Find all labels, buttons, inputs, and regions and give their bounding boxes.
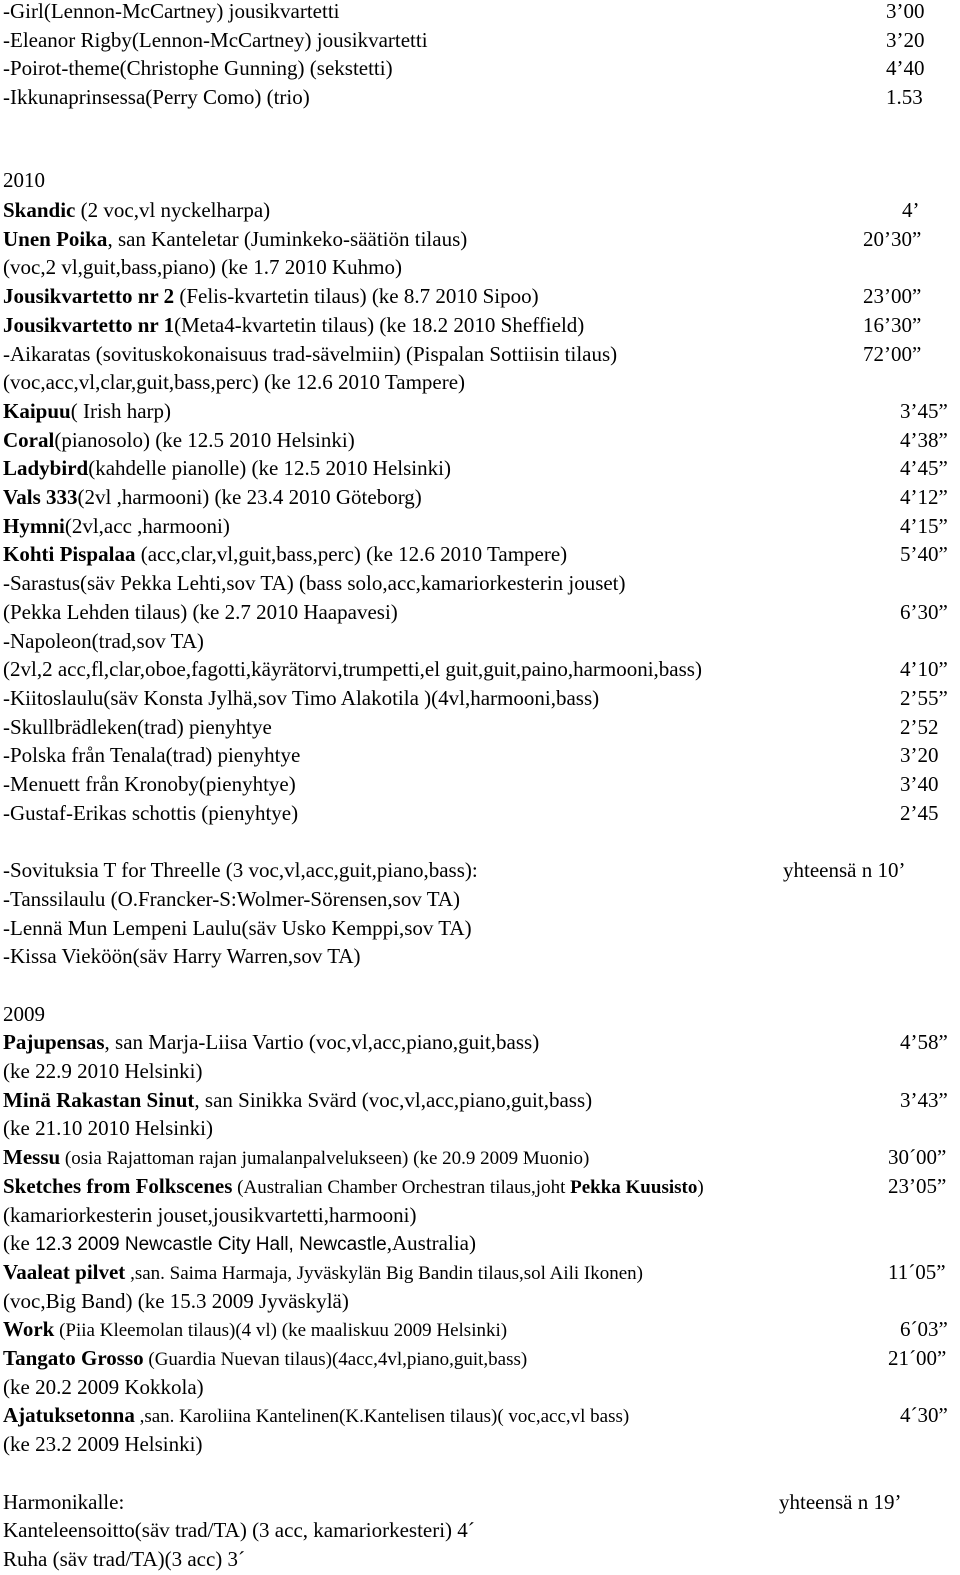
work-line-2009 (3, 1315, 960, 1343)
work-line-2010 (3, 196, 960, 224)
line-text (3, 1516, 475, 1544)
line-text (3, 282, 539, 310)
duration: 23’00” (863, 284, 922, 309)
work-details: -Napoleon(trad,sov TA) (3, 628, 204, 653)
work-line-2010 (3, 627, 960, 655)
work-line-2010 (3, 397, 960, 425)
line-text (3, 1344, 527, 1374)
work-title-bold: Kaipuu (3, 398, 71, 423)
work-details: (pianosolo) (ke 12.5 2010 Helsinki) (54, 427, 355, 452)
piece-title: -Ikkunaprinsessa(Perry Como) (trio) (3, 85, 310, 110)
line-text (3, 512, 230, 540)
line-text (3, 856, 478, 884)
piece-line (3, 26, 960, 54)
line-text (3, 569, 626, 597)
threelle-item (3, 914, 960, 942)
work-details-cont: ,Australia) (386, 1231, 476, 1256)
duration: 4’40 (886, 56, 925, 81)
work-line-2010 (3, 483, 960, 511)
work-line-2009 (3, 1172, 960, 1200)
work-line-2009 (3, 1430, 960, 1458)
duration: 3’20 (900, 743, 939, 768)
work-title-bold: Sketches from Folkscenes (3, 1173, 233, 1198)
line-text (3, 799, 298, 827)
work-details: , san Marja-Liisa Vartio (voc,vl,acc,piano,guit,bass) (104, 1030, 540, 1055)
work-title-bold: Pajupensas (3, 1030, 105, 1055)
work-details: (voc,acc,vl,clar,guit,bass,perc) (ke 12.6 2010 Tampere) (3, 370, 466, 395)
duration: 3’00 (886, 0, 925, 23)
work-line-2010 (3, 713, 960, 741)
work-details: (ke 20.2 2009 Kokkola) (3, 1374, 204, 1399)
duration: 4’12” (900, 485, 948, 509)
work-details: ,san. Karoliina Kantelinen(K.Kantelisen tilaus)( voc,acc,vl bass) (134, 1406, 630, 1428)
duration: 2’55” (900, 685, 948, 710)
line-text (3, 1401, 629, 1431)
duration: 30´00” (888, 1145, 947, 1170)
line-text (3, 397, 171, 425)
duration: 3’40 (900, 772, 939, 796)
work-details: (2vl ,harmooni) (ke 23.4 2010 Göteborg) (77, 485, 422, 509)
line-text (3, 655, 702, 683)
work-title-bold: Unen Poika (3, 226, 108, 251)
work-line-2009 (3, 1201, 960, 1229)
line-text (3, 1000, 45, 1028)
year-heading (3, 166, 960, 194)
work-line-2010 (3, 799, 960, 827)
line-text (3, 741, 300, 769)
work-title (3, 1403, 135, 1427)
year-2009: 2009 (3, 1001, 45, 1026)
work-title-bold: Work (3, 1317, 55, 1342)
work-line-2009 (3, 1143, 960, 1171)
line-text (3, 914, 472, 942)
work-line-2010 (3, 598, 960, 626)
work-title (3, 284, 174, 308)
duration: 5’40” (900, 542, 948, 567)
threelle-item (3, 885, 960, 913)
duration: 23’05” (888, 1173, 947, 1198)
work-title (3, 1260, 125, 1284)
duration: 72’00” (863, 341, 922, 366)
duration: 3’43” (900, 1087, 948, 1112)
work-details: -Gustaf-Erikas schottis (pienyhtye) (3, 800, 299, 825)
work-line-2010 (3, 741, 960, 769)
duration: 21´00” (888, 1346, 947, 1370)
line-text (3, 1143, 589, 1173)
conductor-bold: Pekka Kuusisto (570, 1176, 698, 1198)
work-title (3, 313, 174, 337)
duration: 1.53 (886, 85, 923, 110)
work-details: -Aikaratas (sovituskokonaisuus trad-sävelmiin) (Pispalan Sottiisin tilaus) (3, 341, 618, 366)
work-line-2010 (3, 368, 960, 396)
duration: 3’45” (900, 398, 948, 423)
work-details: (ke (3, 1231, 36, 1256)
harmonikalle-item (3, 1516, 960, 1544)
work-line-2009 (3, 1401, 960, 1429)
line-text (3, 311, 584, 339)
duration: 11´05” (888, 1259, 946, 1284)
work-title-bold: Ladybird (3, 456, 89, 481)
piece-line (3, 83, 960, 111)
piece-title: -Poirot-theme(Christophe Gunning) (sekstetti) (3, 56, 393, 81)
duration: 2’52 (900, 714, 939, 739)
work-title-bold: Tangato Grosso (3, 1346, 144, 1370)
work-details: -Menuett från Kronoby(pienyhtye) (3, 772, 296, 796)
work-details: (2 voc,vl nyckelharpa) (75, 198, 271, 222)
year-2010: 2010 (3, 167, 45, 192)
work-line-2009 (3, 1373, 960, 1401)
line-text (3, 1201, 416, 1229)
work-title-bold: Jousikvartetto nr 1 (3, 312, 175, 337)
work-title (3, 456, 88, 480)
work-details: (Meta4-kvartetin tilaus) (ke 18.2 2010 Sheffield) (174, 312, 585, 337)
harmonikalle-item (3, 1545, 960, 1573)
piece-title: -Eleanor Rigby(Lennon-McCartney) jousikvartetti (3, 27, 428, 52)
work-line-2010 (3, 225, 960, 253)
work-details: (acc,clar,vl,guit,bass,perc) (ke 12.6 2010 Tampere) (135, 542, 568, 567)
accordion-work: Kanteleensoitto(säv trad/TA) (3 acc, kamariorkesteri) 4´ (3, 1518, 475, 1543)
work-title-bold: Messu (3, 1145, 61, 1170)
line-text (3, 1430, 202, 1458)
work-details: (ke 21.10 2010 Helsinki) (3, 1116, 213, 1141)
work-line-2010 (3, 684, 960, 712)
work-title (3, 428, 54, 452)
duration: 20’30” (863, 226, 922, 251)
work-title-bold: Minä Rakastan Sinut (3, 1087, 195, 1112)
harmonikalle-heading (3, 1488, 960, 1516)
line-text (3, 1315, 507, 1345)
work-title (3, 514, 65, 538)
work-title (3, 399, 71, 423)
work-details: -Sarastus(säv Pekka Lehti,sov TA) (bass solo,acc,kamariorkesterin jouset) (3, 571, 626, 596)
work-line-2009 (3, 1057, 960, 1085)
line-text (3, 627, 204, 655)
line-text (3, 713, 272, 741)
line-text (3, 196, 270, 224)
work-details: (ke 22.9 2010 Helsinki) (3, 1059, 203, 1083)
work-title-bold: Vals 333 (3, 485, 78, 509)
work-title (3, 1088, 194, 1112)
work-line-2009 (3, 1344, 960, 1372)
duration: 4’15” (900, 513, 948, 538)
line-text (3, 368, 465, 396)
line-text (3, 253, 402, 281)
work-line-2010 (3, 569, 960, 597)
line-text (3, 684, 599, 712)
work-details: (voc,2 vl,guit,bass,piano) (ke 1.7 2010 Kuhmo) (3, 255, 402, 280)
work-details: (Felis-kvartetin tilaus) (ke 8.7 2010 Sipoo) (174, 284, 539, 309)
work-details: (kamariorkesterin jouset,jousikvartetti,harmooni) (3, 1202, 417, 1227)
work-line-2009 (3, 1258, 960, 1286)
work-title (3, 1030, 105, 1054)
line-text (3, 1545, 245, 1573)
work-title (3, 1145, 60, 1169)
work-venue: 12.3 2009 Newcastle City Hall, Newcastle (35, 1234, 387, 1256)
work-details: (Piia Kleemolan tilaus)(4 vl) (ke maaliskuu 2009 Helsinki) (54, 1320, 508, 1342)
work-line-2009 (3, 1229, 960, 1257)
work-title (3, 198, 75, 222)
work-conductor (570, 1174, 697, 1198)
line-text (3, 54, 393, 82)
work-details: (Australian Chamber Orchestran tilaus,joht (232, 1176, 571, 1198)
threelle-heading (3, 856, 960, 884)
work-details: , san Sinikka Svärd (voc,vl,acc,piano,guit,bass) (194, 1087, 593, 1112)
line-text (3, 426, 355, 454)
work-details-cont: ) (697, 1176, 704, 1198)
piece-line (3, 0, 960, 25)
work-details: (2vl,acc ,harmooni) (64, 513, 230, 538)
line-text (3, 942, 361, 970)
work-title (3, 1317, 54, 1341)
piece-title: -Girl(Lennon-McCartney) jousikvartetti (3, 0, 340, 23)
work-details: (Guardia Nuevan tilaus)(4acc,4vl,piano,guit,bass) (143, 1349, 528, 1370)
work-details: ( Irish harp) (70, 398, 172, 423)
duration: 4´30” (900, 1403, 948, 1428)
duration: 4’45” (900, 456, 948, 481)
work-line-2010 (3, 311, 960, 339)
duration: yhteensä n 10’ (783, 858, 906, 883)
work-details: (2vl,2 acc,fl,clar,oboe,fagotti,käyrätorvi,trumpetti,el guit,guit,paino,harmooni,bass) (3, 657, 702, 682)
work-title (3, 485, 78, 509)
line-text (3, 598, 398, 626)
work-details: (Pekka Lehden tilaus) (ke 2.7 2010 Haapavesi) (3, 599, 398, 624)
work-line-2010 (3, 540, 960, 568)
line-text (3, 340, 617, 368)
work-title-bold: Jousikvartetto nr 2 (3, 284, 175, 309)
line-text (3, 885, 460, 913)
work-line-2009 (3, 1114, 960, 1142)
line-text (3, 483, 422, 511)
work-title (3, 1174, 232, 1198)
work-title-bold: Vaaleat pilvet (3, 1259, 126, 1284)
work-details: ,san. Saima Harmaja, Jyväskylän Big Bandin tilaus,sol Aili Ikonen) (125, 1262, 643, 1284)
line-text (3, 1028, 539, 1056)
line-text (3, 1258, 643, 1288)
line-text (3, 454, 451, 482)
work-line-2009 (3, 1287, 960, 1315)
line-text (3, 166, 45, 194)
line-text (3, 1114, 213, 1142)
work-details: (voc,Big Band) (ke 15.3 2009 Jyväskylä) (3, 1288, 349, 1313)
duration: 6’30” (900, 599, 948, 624)
work-details: -Kiitoslaulu(säv Konsta Jylhä,sov Timo Alakotila )(4vl,harmooni,bass) (3, 685, 600, 710)
duration: 4’10” (900, 657, 948, 682)
line-text (3, 770, 296, 798)
duration: 4’38” (900, 427, 948, 452)
line-text (3, 1229, 476, 1259)
duration: yhteensä n 19’ (779, 1489, 902, 1514)
work-details: , san Kanteletar (Juminkeko-säätiön tilaus) (107, 226, 468, 251)
line-text (3, 1287, 349, 1315)
work-title-bold: Skandic (3, 198, 76, 222)
duration: 2’45 (900, 800, 939, 825)
work-details: (kahdelle pianolle) (ke 12.5 2010 Helsinki) (88, 456, 451, 481)
threelle-item (3, 942, 960, 970)
line-text (3, 540, 567, 568)
work-line-2010 (3, 426, 960, 454)
duration: 6´03” (900, 1317, 948, 1342)
arrangement-title: -Lennä Mun Lempeni Laulu(säv Usko Kemppi,sov TA) (3, 915, 472, 940)
line-text (3, 83, 310, 111)
work-line-2010 (3, 655, 960, 683)
work-line-2010 (3, 340, 960, 368)
line-text (3, 1086, 592, 1114)
line-text (3, 225, 467, 253)
work-line-2010 (3, 770, 960, 798)
work-title (3, 227, 107, 251)
accordion-work: Ruha (säv trad/TA)(3 acc) 3´ (3, 1546, 246, 1571)
work-details: -Polska från Tenala(trad) pienyhtye (3, 743, 301, 768)
work-line-2009 (3, 1028, 960, 1056)
work-details: (ke 23.2 2009 Helsinki) (3, 1432, 203, 1457)
work-title (3, 1346, 144, 1370)
work-line-2009 (3, 1086, 960, 1114)
work-line-2010 (3, 282, 960, 310)
arrangement-title: -Tanssilaulu (O.Francker-S:Wolmer-Sörensen,sov TA) (3, 886, 460, 911)
piece-line (3, 54, 960, 82)
work-line-2010 (3, 454, 960, 482)
line-text (3, 1172, 704, 1202)
work-title (3, 542, 135, 566)
threelle-title: -Sovituksia T for Threelle (3 voc,vl,acc,guit,piano,bass): (3, 858, 478, 883)
year-heading (3, 1000, 960, 1028)
line-text (3, 1373, 204, 1401)
work-details: (osia Rajattoman rajan jumalanpalvelukseen) (ke 20.9 2009 Muonio) (60, 1148, 590, 1170)
duration: 3’20 (886, 27, 925, 52)
duration: 4’ (902, 198, 920, 222)
work-title-bold: Kohti Pispalaa (3, 542, 136, 567)
line-text (3, 1057, 202, 1085)
duration: 4’58” (900, 1030, 948, 1055)
line-text (3, 1488, 124, 1516)
duration: 16’30” (863, 312, 922, 337)
line-text (3, 26, 428, 54)
work-title-bold: Coral (3, 427, 55, 452)
work-title-bold: Ajatuksetonna (3, 1403, 135, 1428)
work-line-2010 (3, 512, 960, 540)
arrangement-title: -Kissa Vieköön(säv Harry Warren,sov TA) (3, 944, 361, 969)
harmonikalle-title: Harmonikalle: (3, 1489, 125, 1514)
work-title-bold: Hymni (3, 513, 65, 538)
work-line-2010 (3, 253, 960, 281)
line-text (3, 0, 339, 25)
work-details: -Skullbrädleken(trad) pienyhtye (3, 714, 272, 739)
